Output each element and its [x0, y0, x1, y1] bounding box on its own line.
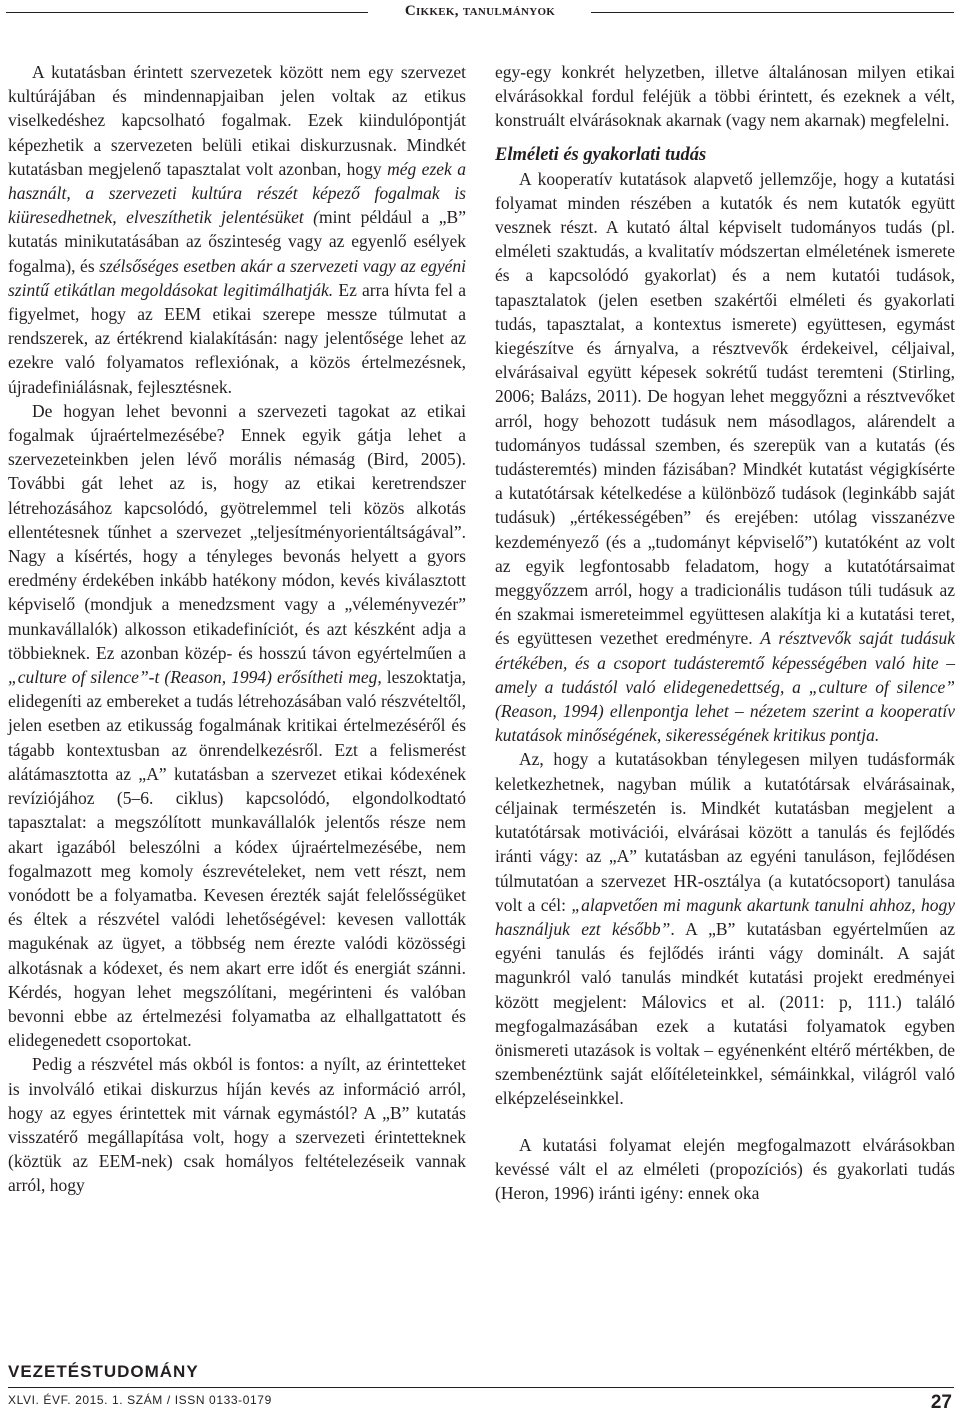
- footer-rule: [8, 1387, 954, 1388]
- left-paragraph-1: A kutatásban érintett szervezetek között nem egy szervezet kultúrájában és mindennapjaiban jelen voltak az etikus viselkedéshez kapcsolható fogalmak. Ezek kiindulópontját képezhetik a szervezeten belüli etikai diskurzusnak. Mindkét kutatásban megjelenő tapasztalat volt azonban, hogy még ezek a használt, a szervezeti kultúra részét képező fogalmak is kiüresedhetnek, elveszíthetik jelentésüket (mint például a „B” kutatás minikutatásában az őszinteség vagy az egyenlő esélyek fogalma), és szélsőséges esetben akár a szervezeti vagy az egyéni szintű etikátlan megoldásokat legitimálhatják. Ez arra hívta fel a figyelmet, hogy az EEM etikai szerepe messze túlmutat a rendszerek, az értékrend kialakításán: nagy jelentősége lehet az ezekre való folyamatos reflexiónak, a közös értelmezésnek, újradefiniálásnak, fejlesztésnek.: [8, 62, 467, 397]
- issue-info: XLVI. ÉVF. 2015. 1. SZÁM / ISSN 0133-0179: [8, 1393, 272, 1407]
- section-heading: Elméleti és gyakorlati tudás: [495, 144, 707, 165]
- right-paragraph-3: A kutatási folyamat elején megfogalmazott elvárásokban kevéssé vált el az elméleti (propozíciós) és gyakorlati tudás (Heron, 1996) iránti igény: ennek oka: [495, 1134, 955, 1203]
- left-column: [8, 60, 466, 1198]
- section-title: Cikkek, tanulmányok: [404, 3, 556, 19]
- right-paragraph-2: Az, hogy a kutatásokban ténylegesen milyen tudásformák keletkezhetnek, nagyban múlik a kutatótársak elvárásainak, céljainak természetén is. Mindkét kutatásban megjelent a kutatótársak motivációi, elvárásai között a tanulás és fejlődés iránti vágy: az „A” kutatásban az egyéni tanuláson, fejlődésen túlmutatóan a szervezet HR-osztálya (a kutatócsoport) tanulása volt a cél: „alapvetően mi magunk akartunk tanulni ahhoz, hogy használjuk ezt később”. A „B” kutatásban egyértelműen az egyéni tanulás és fejlődés iránti vágy dominált. A saját magunkról való tanulás mindkét kutatási projekt eredményei között megjelent: Málovics et al. (2011: p, 111.) találó megfogalmazásában ezek a kutatási folyamatok egyben önismereti utazások is voltak – egyénenként eltérő mértékben, de szembenéztünk saját előítéleteinkkel, sémáinkkal, világról való elképzeléseinkkel.: [495, 749, 955, 1109]
- header-rule-left: [6, 12, 368, 13]
- left-paragraph-2: De hogyan lehet bevonni a szervezeti tagokat az etikai fogalmak újraértelmezésébe? Ennek egyik gátja lehet a szervezeteinkben jelen lévő morális némaság (Bird, 2005). További gát lehet az is, hogy az etikai keretrendszer létrehozásához kapcsolódó, gyötrelemmel teli közös alkotás ellentétesnek tűnhet a szervezet „teljesítményorientáltságával”. Nagy a kísértés, hogy a tényleges bevonás helyett a gyors eredmény érdekében inkább hatékony módon, kevés kiválasztott képviselő (mondjuk a menedzsment vagy a „véleményvezér” munkavállalók) alkosson etikadefiníciót, és azt készként adja a többieknek. Ez azonban közép- és hosszú távon egyértelműen a „culture of silence”-t (Reason, 1994) erősítheti meg, leszoktatja, elidegeníti az embereket a tudás létrehozásában való részvételtől, jelen esetben az etikusság fogalmának kritikai értelmezéséről és tágabb kontextusban az önrendelkezésről. Ezt a felismerést alátámasztotta az „A” kutatásban a szervezet etikai kódexének revíziójához (5–6. ciklus) kapcsolódó, elgondolkodtató tapasztalat: a megszólított munkavállalók jelentős része nem akart igazából beleszólni a kódex újraértelmezésébe, nem fogalmazott meg komoly észrevételeket, nem vett részt, nem vonódott be a folyamatba. Kevesen érezték saját felelősségüket és éltek a részvétel valódi lehetőségével: kevesen vallották magukénak az ügyet, a többség nem érezte valódi közösségi alkotásnak a kódexet, és nem akart erre időt és energiát szánni. Kérdés, hogyan lehet megszólítani, megérinteni és valóban bevonni ebbe az értelmezési folyamatba az elhallgattatott és elidegenedett csoportokat.: [8, 400, 466, 1051]
- journal-name: VEZETÉSTUDOMÁNY: [8, 1362, 199, 1381]
- right-column: [495, 60, 955, 1205]
- header-rule-right: [591, 12, 954, 13]
- right-intro-paragraph: egy-egy konkrét helyzetben, illetve általánosan milyen etikai elvárásokkal fordul feléjük a többi érintett, és ezeknek a vélt, konstruált elvárásoknak akarnak (vagy nem akarnak) megfelelni.: [495, 62, 955, 131]
- page-number: 27: [930, 1392, 952, 1413]
- running-header: [0, 0, 960, 28]
- left-paragraph-3: Pedig a részvétel más okból is fontos: a nyílt, az érintetteket is involváló etikai diskurzus híján kevés az információ arról, hogy az egyes érintettek mit várnak egymástól? A „B” kutatás visszatérő megállapítása volt, hogy a szervezeti érintetteknek (köztük az EEM-nek) csak homályos feltételezéseik vannak arról, hogy: [8, 1054, 466, 1196]
- right-paragraph-1: A kooperatív kutatások alapvető jellemzője, hogy a kutatási folyamat minden részében a kutatók és nem kutatók együtt vesznek részt. A kutató által képviselt tudományos tudás (pl. elméleti szaktudás, a kvalitatív módszertan elméletének ismerete és a kapcsolódó gyakorlat) és a nem kutatói tudások, tapasztalatok (jelen esetben szakértői elméleti és gyakorlati tudás, tapasztalat, a kontextus ismerete) együttesen, egymást kiegészítve és árnyalva, a résztvevők érdekeivel, céljaival, elvárásaival együtt képesek sokrétű tudást teremteni (Stirling, 2006; Balázs, 2011). De hogyan lehet meggyőzni a résztvevőket arról, hogy behozott tudásuk nem másodlagos, alárendelt a tudományos tudással szemben, és szerepük van a kutatás (és tudásteremtés) minden fázisában? Mindkét kutatást végigkísérte a kutatótársak kételkedése a különböző tudások (leginkább saját tudásuk) „értékességében” és erejében: utólag visszanézve kezdeményező (és a „tudományt képviselő”) kutatóként az volt az egyik legfontosabb feladatom, hogy a kutatótársaimat meggyőzzem arról, hogy a tradicionális tudáson túli tudásuk az én szakmai ismereteimmel együttesen alakítja ki a kutatási teret, és együttesen vezethet eredményre. A résztvevők saját tudásuk értékében, és a csoport tudásteremtő képességében való hite – amely a tudástól való elidegenedettség, a „culture of silence” (Reason, 1994) ellenpontja lehet – nézetem szerint a kooperatív kutatások minőségének, sikerességének kritikus pontja.: [495, 168, 955, 746]
